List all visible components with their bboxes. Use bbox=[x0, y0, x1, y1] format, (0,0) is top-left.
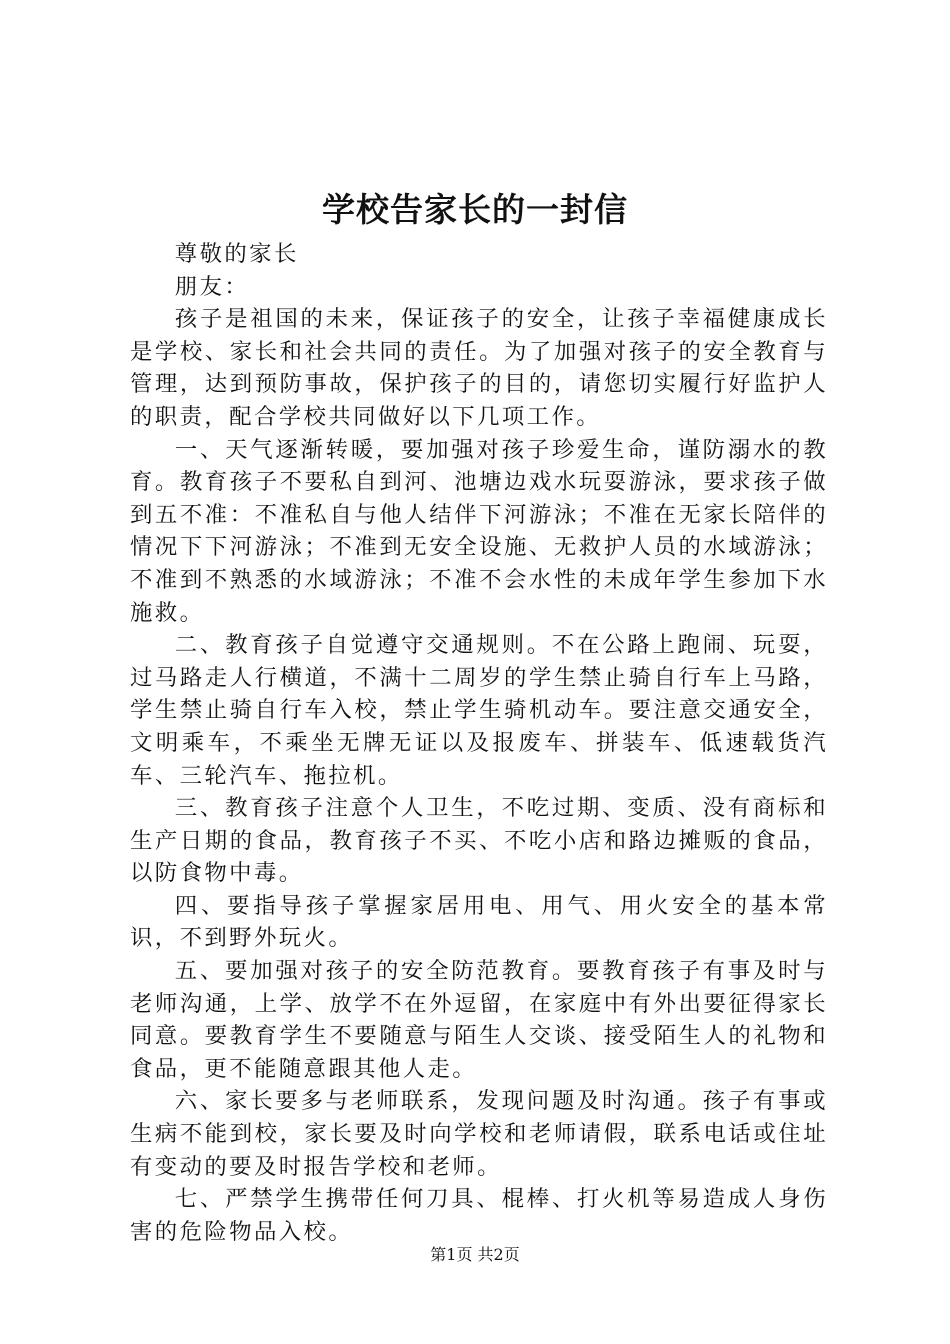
paragraph-item-4: 四、要指导孩子掌握家居用电、用气、用火安全的基本常识，不到野外玩火。 bbox=[130, 892, 828, 952]
paragraph-item-1: 一、天气逐渐转暖，要加强对孩子珍爱生命，谨防溺水的教育。教育孩子不要私自到河、池塘边戏水玩耍游泳，要求孩子做到五不准：不准私自与他人结伴下河游泳；不准在无家长陪伴的情况下下河游泳；不准到无安全设施、无救护人员的水域游泳；不准到不熟悉的水域游泳；不准不会水性的未成年学生参加下水施救。 bbox=[130, 436, 828, 626]
page-number-footer: 第1页 共2页 bbox=[430, 1245, 520, 1264]
page-title: 学校告家长的一封信 bbox=[322, 190, 628, 229]
paragraph-item-6: 六、家长要多与老师联系，发现问题及时沟通。孩子有事或生病不能到校，家长要及时向学校和老师请假，联系电话或住址有变动的要及时报告学校和老师。 bbox=[130, 1088, 828, 1180]
letter-body bbox=[130, 238, 828, 1248]
paragraph-item-2: 二、教育孩子自觉遵守交通规则。不在公路上跑闹、玩耍，过马路走人行横道，不满十二周岁的学生禁止骑自行车上马路，学生禁止骑自行车入校，禁止学生骑机动车。要注意交通安全，文明乘车，不乘坐无牌无证以及报废车、拼装车、低速载货汽车、三轮汽车、拖拉机。 bbox=[130, 632, 828, 789]
salutation-line: 朋友： bbox=[174, 273, 250, 300]
paragraph-item-7: 七、严禁学生携带任何刀具、棍棒、打火机等易造成人身伤害的危险物品入校。 bbox=[130, 1186, 828, 1245]
paragraph-item-5: 五、要加强对孩子的安全防范教育。要教育孩子有事及时与老师沟通，上学、放学不在外逗留，在家庭中有外出要征得家长同意。要教育学生不要随意与陌生人交谈、接受陌生人的礼物和食品，更不能随意跟其他人走。 bbox=[130, 958, 828, 1082]
salutation-line: 尊敬的家长 bbox=[174, 241, 299, 267]
paragraph-intro: 孩子是祖国的未来，保证孩子的安全，让孩子幸福健康成长是学校、家长和社会共同的责任。为了加强对孩子的安全教育与管理，达到预防事故，保护孩子的目的，请您切实履行好监护人的职责，配合学校共同做好以下几项工作。 bbox=[130, 306, 828, 430]
paragraph-item-3: 三、教育孩子注意个人卫生，不吃过期、变质、没有商标和生产日期的食品，教育孩子不买、不吃小店和路边摊贩的食品，以防食物中毒。 bbox=[130, 795, 828, 887]
